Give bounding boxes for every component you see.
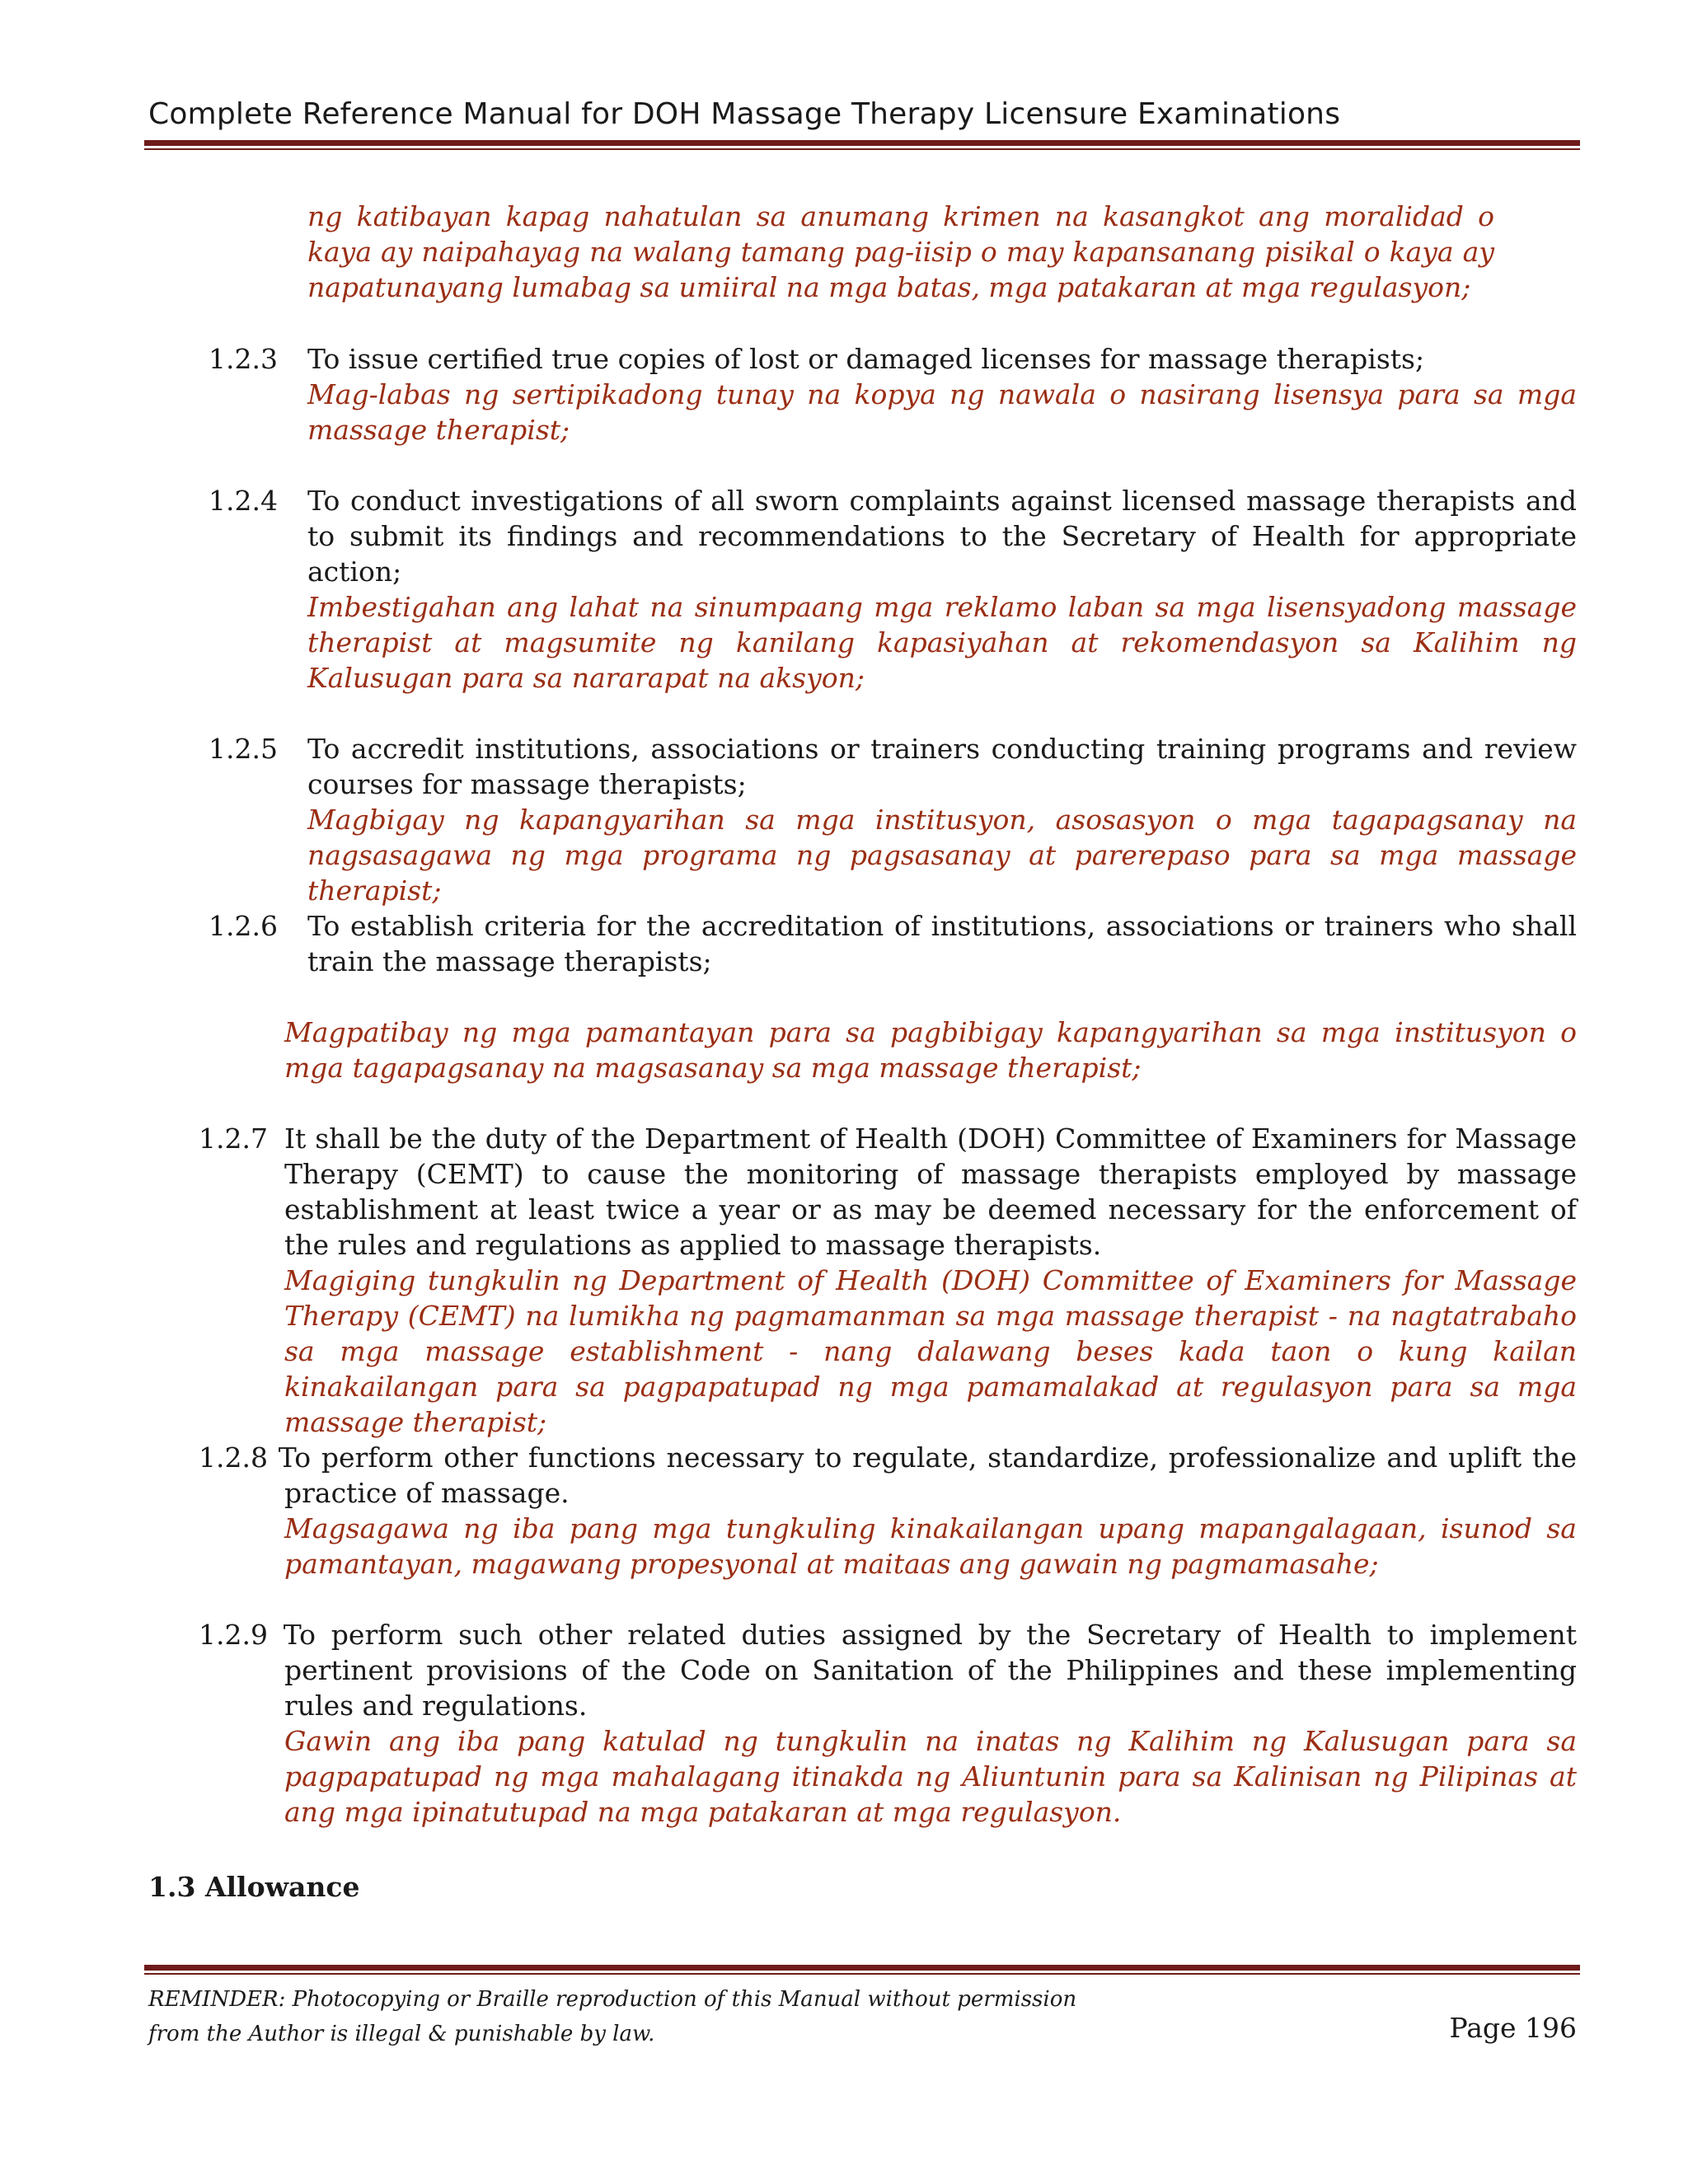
- item-number: 1.2.4: [209, 485, 278, 517]
- page-number: Page 196: [1449, 2012, 1577, 2044]
- item-english: 1.2.9 To perform such other related duties assigned by the Secretary of Health to implement pertinent provisions of the Code on Sanitation of the Philippines and these implementing rules and regulations.: [199, 1619, 1577, 1722]
- item-translation: Magiging tungkulin ng Department of Health (DOH) Committee of Examiners for Massage Therapy (CEMT) na lumikha ng pagmamanman sa mga massage therapist - na nagtatrabaho sa mga massage establishment - nang dalawang beses kada taon o kung kailan kinakailangan para sa pagpapatupad ng mga pamamalakad at regulasyon para sa mga massage therapist;: [284, 1264, 1577, 1438]
- running-header-title: Complete Reference Manual for DOH Massage Therapy Licensure Examinations: [148, 97, 1341, 131]
- item-translation: Magpatibay ng mga pamantayan para sa pagbibigay kapangyarihan sa mga institusyon o mga tagapagsanay na magsasanay sa mga massage therapist;: [284, 1016, 1577, 1084]
- item-number: 1.2.9: [199, 1619, 268, 1651]
- item-english: To accredit institutions, associations or trainers conducting training programs and review courses for massage therapists;: [307, 733, 1577, 800]
- item-translation: Imbestigahan ang lahat na sinumpaang mga reklamo laban sa mga lisensyadong massage therapist at magsumite ng kanilang kapasiyahan at rekomendasyon sa Kalihim ng Kalusugan para sa nararapat na aksyon;: [307, 591, 1577, 694]
- item-number: 1.2.7: [199, 1122, 268, 1155]
- item-english: It shall be the duty of the Department of Health (DOH) Committee of Examiners for Massage Therapy (CEMT) to cause the monitoring of massage therapists employed by massage establishment at least twice a year or as may be deemed necessary for the enforcement of the rules and regulations as applied to massage therapists.: [284, 1122, 1577, 1261]
- item-translation: Gawin ang iba pang katulad ng tungkulin na inatas ng Kalihim ng Kalusugan para sa pagpapatupad ng mga mahalagang itinakda ng Aliuntunin para sa Kalinisan ng Pilipinas at ang mga ipinatutupad na mga patakaran at mga regulasyon.: [284, 1725, 1577, 1828]
- reproduction-reminder: [148, 1982, 1076, 2051]
- item-translation: Magbigay ng kapangyarihan sa mga institusyon, asosasyon o mga tagapagsanay na nagsasagawa ng mga programa ng pagsasanay at parerepaso para sa mga massage therapist;: [307, 804, 1577, 907]
- item-translation: Mag-labas ng sertipikadong tunay na kopya ng nawala o nasirang lisensya para sa mga massage therapist;: [307, 378, 1577, 446]
- footer-rule: [144, 1965, 1580, 1975]
- reminder-line: from the Author is illegal & punishable by law.: [148, 2022, 655, 2046]
- item-english: 1.2.8 To perform other functions necessary to regulate, standardize, professionalize and uplift the practice of massage.: [199, 1441, 1577, 1509]
- item-english: To establish criteria for the accreditation of institutions, associations or trainers who shall train the massage therapists;: [307, 910, 1577, 977]
- continuation-translation: ng katibayan kapag nahatulan sa anumang krimen na kasangkot ang moralidad o kaya ay naipahayag na walang tamang pag-iisip o may kapansanang pisikal o kaya ay napatunayang lumabag sa umiiral na mga batas, mga patakaran at mga regulasyon;: [307, 200, 1494, 303]
- section-heading: 1.3 Allowance: [148, 1871, 360, 1903]
- header-rule: [144, 140, 1580, 150]
- item-number: 1.2.5: [209, 733, 278, 765]
- item-english: To issue certified true copies of lost or damaged licenses for massage therapists;: [307, 343, 1425, 375]
- item-english: To conduct investigations of all sworn complaints against licensed massage therapists and to submit its findings and recommendations to the Secretary of Health for appropriate action;: [307, 485, 1577, 588]
- item-number: 1.2.3: [209, 343, 278, 375]
- reminder-line: REMINDER: Photocopying or Braille reproduction of this Manual without permission: [148, 1987, 1077, 2012]
- item-number: 1.2.6: [209, 910, 278, 942]
- item-number: 1.2.8: [199, 1441, 268, 1474]
- item-translation: Magsagawa ng iba pang mga tungkuling kinakailangan upang mapangalagaan, isunod sa pamantayan, magawang propesyonal at maitaas ang gawain ng pagmamasahe;: [284, 1512, 1577, 1580]
